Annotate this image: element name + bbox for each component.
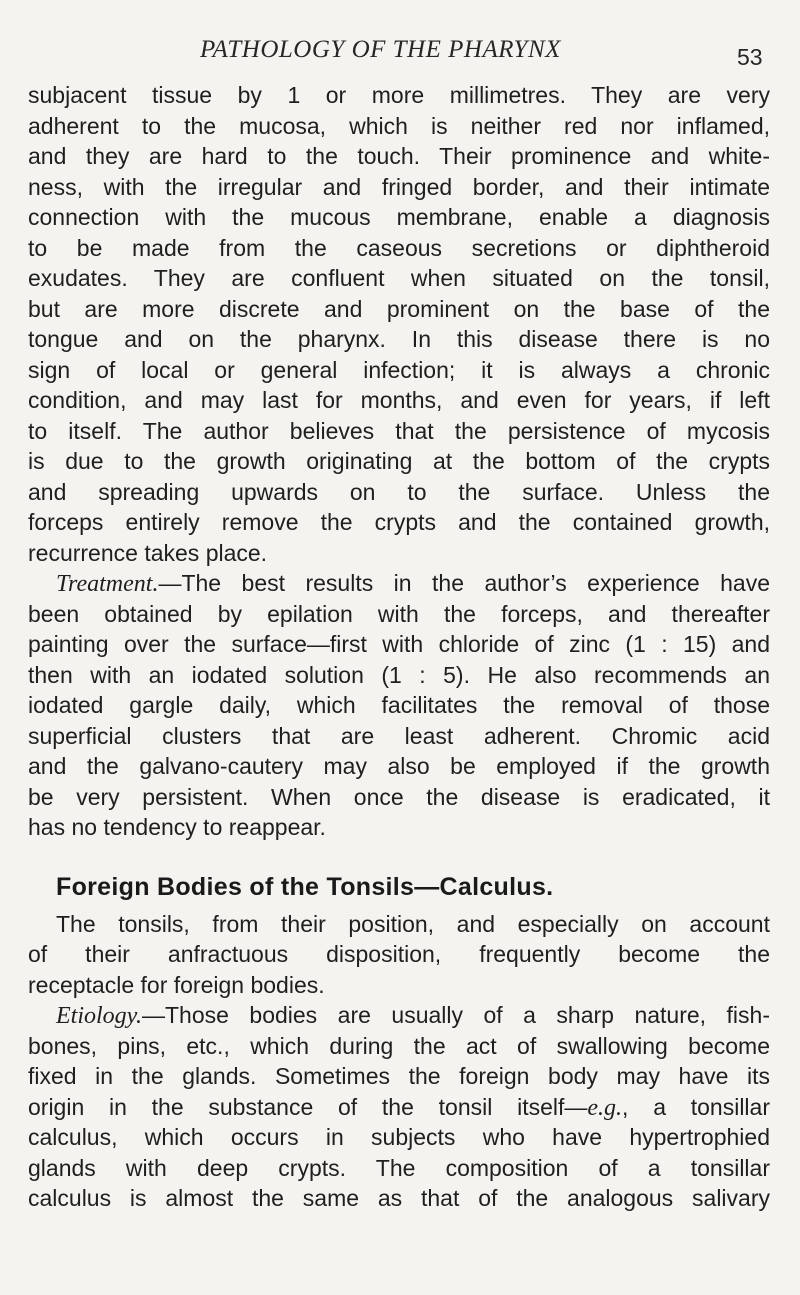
text-line: ness, with the irregular and fringed border, and their intimate	[28, 173, 770, 200]
text-line: been obtained by epilation with the forceps, and thereafter	[28, 600, 770, 627]
text-line: sign of local or general infection; it is always a chronic	[28, 356, 770, 383]
section-gap	[28, 843, 770, 869]
text-line: recurrence takes place.	[28, 539, 268, 566]
text-line: superficial clusters that are least adherent. Chromic acid	[28, 722, 770, 749]
section-heading: Foreign Bodies of the Tonsils—Calculus.	[56, 872, 554, 901]
text-line: be very persistent. When once the disease is eradicated, it	[28, 783, 770, 810]
text-line: and they are hard to the touch. Their prominence and white-	[28, 143, 770, 169]
text-line: exudates. They are confluent when situated on the tonsil,	[28, 265, 770, 291]
running-head	[0, 36, 800, 76]
paragraph-treatment	[28, 568, 770, 843]
text-line: painting over the surface—first with chloride of zinc (1 : 15) and	[28, 631, 770, 657]
text-line: and spreading upwards on to the surface. Unless the	[28, 478, 770, 505]
text-line: connection with the mucous membrane, enable a diagnosis	[28, 204, 770, 230]
text-line: tongue and on the pharynx. In this disease there is no	[28, 326, 770, 352]
page-number: 53	[737, 44, 763, 70]
text-line: calculus is almost the same as that of the analogous salivary	[28, 1185, 770, 1211]
body-text	[28, 80, 770, 1214]
text-line: of their anfractuous disposition, frequently become the	[28, 941, 770, 967]
text-line: forceps entirely remove the crypts and the contained growth,	[28, 509, 770, 535]
paragraph-foreign-bodies-intro	[28, 909, 770, 1001]
etiology-first-line: —Those bodies are usually of a sharp nature, fish-	[142, 1002, 770, 1028]
text-line: condition, and may last for months, and even for years, if left	[28, 387, 770, 413]
paragraph-etiology	[28, 1000, 770, 1214]
text-line: origin in the substance of the tonsil itself—e.g., a tonsillar	[28, 1093, 770, 1121]
running-title: PATHOLOGY OF THE PHARYNX	[200, 36, 561, 63]
text-line: glands with deep crypts. The composition of a tonsillar	[28, 1154, 770, 1181]
text-line: is due to the growth originating at the bottom of the crypts	[28, 448, 770, 474]
treatment-first-line: —The best results in the author’s experience have	[158, 570, 770, 596]
text-line: calculus, which occurs in subjects who have hypertrophied	[28, 1124, 770, 1150]
text-line: adherent to the mucosa, which is neither red nor inflamed,	[28, 112, 770, 139]
text-line	[28, 1000, 770, 1031]
text-line: The tonsils, from their position, and especially on account	[56, 910, 770, 937]
eg-abbreviation: e.g.	[587, 1094, 623, 1121]
text-line: iodated gargle daily, which facilitates the removal of those	[28, 692, 770, 718]
text-line: bones, pins, etc., which during the act of swallowing become	[28, 1032, 770, 1059]
etiology-label: Etiology.	[56, 1003, 142, 1029]
treatment-label: Treatment.	[56, 571, 159, 597]
paragraph-mycosis-description	[28, 80, 770, 568]
text-line: receptacle for foreign bodies.	[28, 971, 325, 998]
text-line	[28, 568, 770, 599]
text-line: then with an iodated solution (1 : 5). He also recommends an	[28, 661, 770, 688]
text-line: fixed in the glands. Sometimes the foreign body may have its	[28, 1063, 770, 1089]
text-line: and the galvano-cautery may also be employed if the growth	[28, 753, 770, 779]
text-line: to itself. The author believes that the persistence of mycosis	[28, 417, 770, 444]
text-line: subjacent tissue by 1 or more millimetres. They are very	[28, 82, 770, 108]
text-line: has no tendency to reappear.	[28, 814, 326, 840]
text-line: but are more discrete and prominent on the base of the	[28, 295, 770, 322]
text-line: to be made from the caseous secretions or diphtheroid	[28, 234, 770, 261]
